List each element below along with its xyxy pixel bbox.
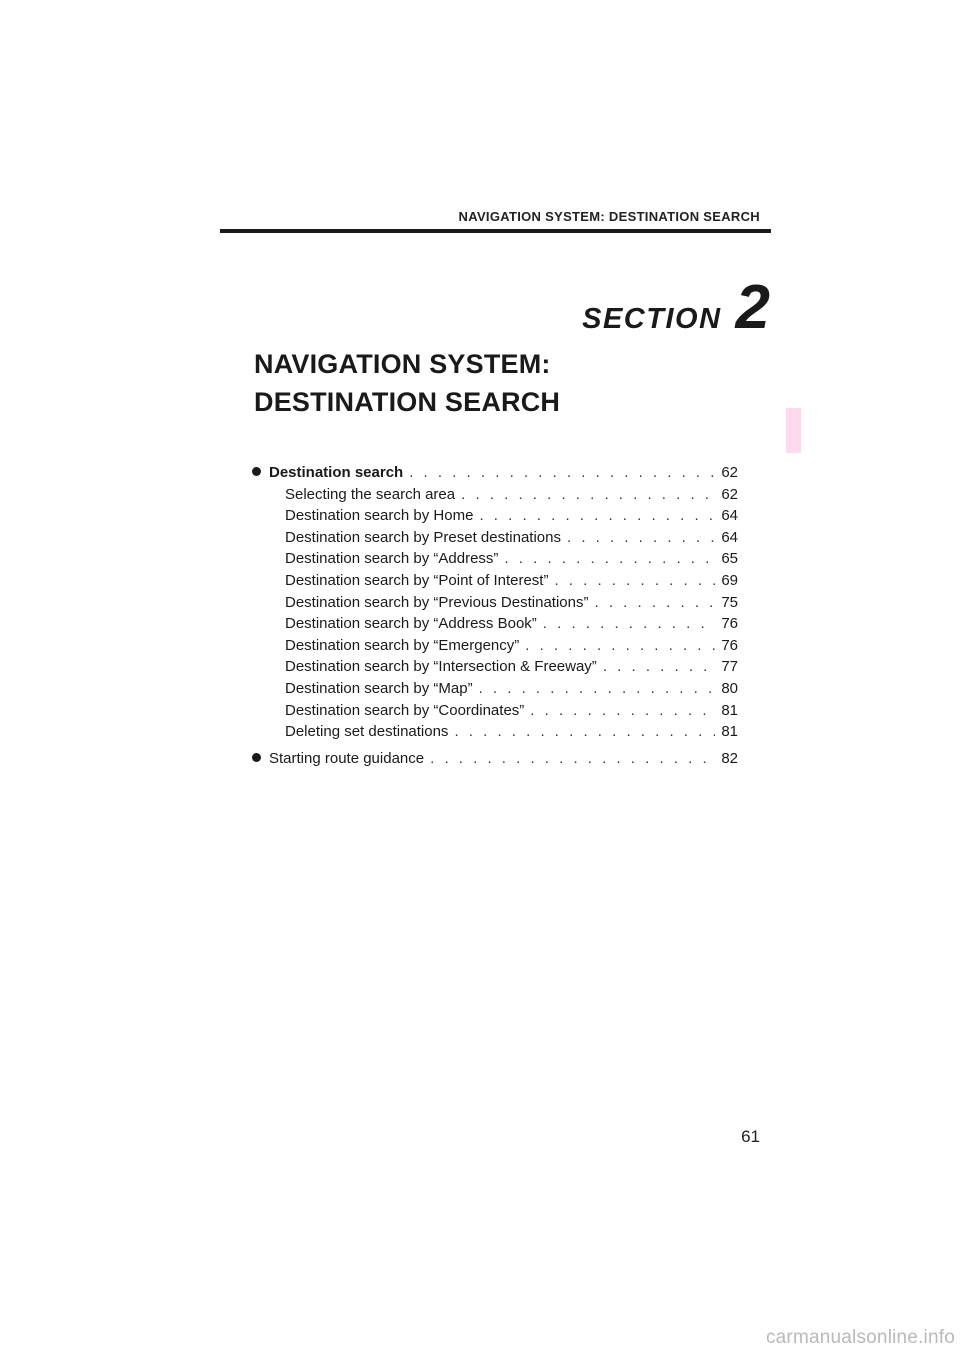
- toc-page-ref: 76: [721, 615, 738, 633]
- toc-page-ref: 82: [721, 749, 738, 767]
- toc-page-ref: 81: [721, 701, 738, 719]
- thumb-index-tab: [786, 408, 801, 453]
- toc-entry[interactable]: [252, 723, 738, 745]
- toc-entry-text: Destination search by “Previous Destinations”: [285, 593, 589, 611]
- watermark[interactable]: carmanualsonline.info: [765, 1327, 955, 1348]
- toc-page-ref: 65: [721, 550, 738, 568]
- dot-leader: [430, 750, 715, 767]
- toc-entry-text: Destination search by “Coordinates”: [285, 701, 525, 719]
- toc-page-ref: 64: [721, 528, 738, 546]
- toc-page-ref: 80: [721, 679, 738, 697]
- running-header: NAVIGATION SYSTEM: DESTINATION SEARCH: [458, 209, 760, 224]
- toc-entry[interactable]: [252, 594, 738, 616]
- dot-leader: [603, 658, 716, 675]
- toc-entry-destination-search[interactable]: [252, 464, 738, 486]
- dot-leader: [409, 464, 715, 481]
- toc-entry-text: Destination search by “Address Book”: [285, 615, 537, 633]
- toc-entry[interactable]: [252, 702, 738, 724]
- section-word: SECTION: [582, 303, 722, 335]
- dot-leader: [530, 702, 715, 719]
- toc-page-ref: 62: [721, 464, 738, 481]
- toc-entry[interactable]: [252, 486, 738, 508]
- toc-entry-starting-route-guidance[interactable]: [252, 750, 738, 772]
- dot-leader: [479, 507, 715, 524]
- toc-entry[interactable]: [252, 529, 738, 551]
- bullet-icon: [252, 753, 261, 762]
- page-number: 61: [741, 1127, 760, 1146]
- toc-entry-text: Destination search: [269, 464, 404, 481]
- dot-leader: [479, 680, 716, 697]
- toc-entry[interactable]: [252, 637, 738, 659]
- toc-entry-text: Destination search by Home: [285, 507, 474, 525]
- dot-leader: [461, 486, 715, 503]
- dot-leader: [525, 637, 715, 654]
- dot-leader: [454, 723, 715, 740]
- chapter-title-line-2: DESTINATION SEARCH: [254, 387, 561, 417]
- dot-leader: [594, 594, 715, 611]
- toc-entry-text: Destination search by “Map”: [285, 679, 473, 697]
- toc-page-ref: 75: [721, 593, 738, 611]
- toc-page-ref: 64: [721, 507, 738, 525]
- toc-entry-text: Selecting the search area: [285, 485, 456, 503]
- section-heading: [560, 273, 770, 342]
- dot-leader: [504, 550, 715, 567]
- bullet-icon: [252, 467, 261, 476]
- section-number: 2: [735, 273, 770, 342]
- toc-entry-text: Destination search by Preset destinations: [285, 528, 561, 546]
- toc-entry-text: Destination search by “Emergency”: [285, 636, 520, 654]
- dot-leader: [554, 572, 715, 589]
- table-of-contents: [252, 464, 738, 771]
- toc-entry-text: Destination search by “Address”: [285, 550, 499, 568]
- toc-entry[interactable]: [252, 550, 738, 572]
- toc-page-ref: 76: [721, 636, 738, 654]
- header-rule: [220, 229, 771, 233]
- toc-page-ref: 77: [721, 658, 738, 676]
- chapter-title-line-1: NAVIGATION SYSTEM:: [254, 349, 551, 379]
- toc-entry-text: Starting route guidance: [269, 749, 425, 767]
- toc-entry-text: Deleting set destinations: [285, 723, 449, 741]
- toc-entry-text: Destination search by “Intersection & Freeway”: [285, 658, 597, 676]
- toc-entry[interactable]: [252, 615, 738, 637]
- toc-entry[interactable]: [252, 658, 738, 680]
- toc-entry-text: Destination search by “Point of Interest”: [285, 571, 549, 589]
- toc-entry[interactable]: [252, 680, 738, 702]
- toc-page-ref: 62: [721, 485, 738, 503]
- chapter-title: [254, 345, 754, 421]
- toc-entry[interactable]: [252, 507, 738, 529]
- toc-entry[interactable]: [252, 572, 738, 594]
- toc-page-ref: 69: [721, 571, 738, 589]
- toc-page-ref: 81: [721, 723, 738, 741]
- dot-leader: [567, 529, 715, 546]
- dot-leader: [543, 615, 716, 632]
